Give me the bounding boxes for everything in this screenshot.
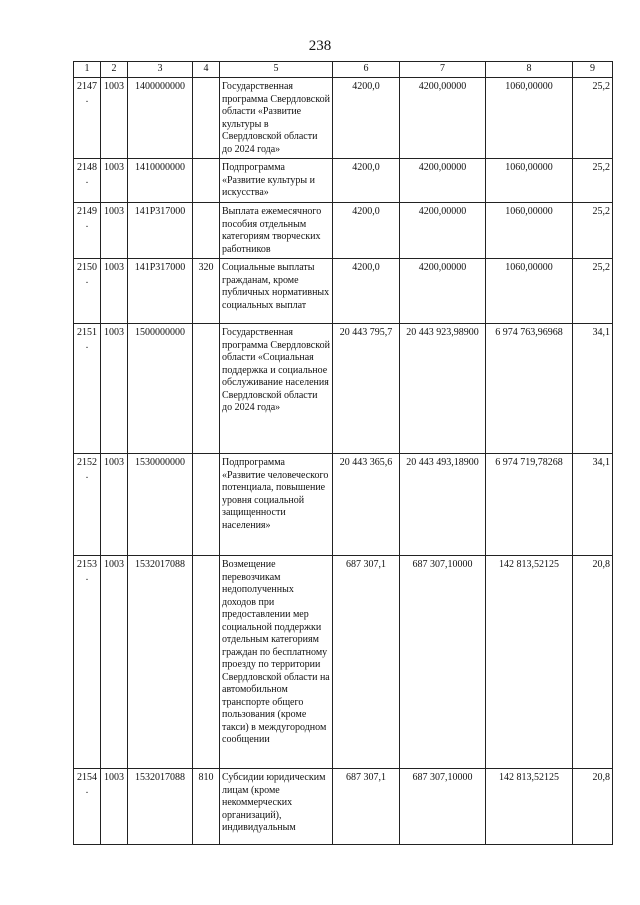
amount-col8: 6 974 719,78268 xyxy=(486,454,573,556)
section-code: 1003 xyxy=(101,769,128,845)
percent: 25,2 xyxy=(573,203,613,259)
target-code: 141Р317000 xyxy=(128,259,193,324)
table-row xyxy=(74,203,613,259)
amount-col8: 1060,00000 xyxy=(486,78,573,159)
expense-code xyxy=(193,203,220,259)
row-number: 2154. xyxy=(74,769,101,845)
column-header: 6 xyxy=(333,62,400,78)
table-row xyxy=(74,324,613,454)
target-code: 1410000000 xyxy=(128,159,193,203)
expense-code: 810 xyxy=(193,769,220,845)
table-row xyxy=(74,556,613,769)
target-code: 1532017088 xyxy=(128,769,193,845)
column-header: 1 xyxy=(74,62,101,78)
percent: 25,2 xyxy=(573,159,613,203)
expense-code xyxy=(193,78,220,159)
amount-col8: 1060,00000 xyxy=(486,203,573,259)
column-header: 8 xyxy=(486,62,573,78)
column-header: 5 xyxy=(220,62,333,78)
amount-col6: 687 307,1 xyxy=(333,556,400,769)
amount-col7: 4200,00000 xyxy=(400,159,486,203)
amount-col6: 4200,0 xyxy=(333,78,400,159)
item-name: Выплата ежемесячного пособия отдельным категориям творческих работников xyxy=(220,203,333,259)
target-code: 141Р317000 xyxy=(128,203,193,259)
percent: 34,1 xyxy=(573,324,613,454)
section-code: 1003 xyxy=(101,78,128,159)
section-code: 1003 xyxy=(101,454,128,556)
target-code: 1532017088 xyxy=(128,556,193,769)
section-code: 1003 xyxy=(101,203,128,259)
amount-col7: 4200,00000 xyxy=(400,259,486,324)
table-row xyxy=(74,78,613,159)
row-number: 2147. xyxy=(74,78,101,159)
page-number: 238 xyxy=(308,38,332,54)
amount-col6: 4200,0 xyxy=(333,203,400,259)
amount-col7: 687 307,10000 xyxy=(400,769,486,845)
table-row xyxy=(74,769,613,845)
item-name: Государственная программа Свердловской области «Социальная поддержка и социальное обслуживание населения Свердловской области до 2024 года» xyxy=(220,324,333,454)
target-code: 1400000000 xyxy=(128,78,193,159)
column-header: 2 xyxy=(101,62,128,78)
item-name: Подпрограмма «Развитие человеческого потенциала, повышение уровня социальной защищенности населения» xyxy=(220,454,333,556)
item-name: Субсидии юридическим лицам (кроме некоммерческих организаций), индивидуальным xyxy=(220,769,333,845)
percent: 34,1 xyxy=(573,454,613,556)
amount-col8: 142 813,52125 xyxy=(486,556,573,769)
item-name: Подпрограмма «Развитие культуры и искусства» xyxy=(220,159,333,203)
table-row xyxy=(74,159,613,203)
amount-col8: 6 974 763,96968 xyxy=(486,324,573,454)
section-code: 1003 xyxy=(101,159,128,203)
section-code: 1003 xyxy=(101,259,128,324)
amount-col7: 4200,00000 xyxy=(400,203,486,259)
amount-col6: 4200,0 xyxy=(333,159,400,203)
budget-table xyxy=(73,61,613,845)
header-row xyxy=(74,62,613,78)
column-header: 4 xyxy=(193,62,220,78)
item-name: Социальные выплаты гражданам, кроме публичных нормативных социальных выплат xyxy=(220,259,333,324)
amount-col7: 20 443 493,18900 xyxy=(400,454,486,556)
row-number: 2149. xyxy=(74,203,101,259)
item-name: Государственная программа Свердловской области «Развитие культуры в Свердловской области до 2024 года» xyxy=(220,78,333,159)
column-header: 9 xyxy=(573,62,613,78)
expense-code: 320 xyxy=(193,259,220,324)
amount-col6: 20 443 365,6 xyxy=(333,454,400,556)
row-number: 2150. xyxy=(74,259,101,324)
amount-col7: 20 443 923,98900 xyxy=(400,324,486,454)
row-number: 2148. xyxy=(74,159,101,203)
amount-col6: 20 443 795,7 xyxy=(333,324,400,454)
expense-code xyxy=(193,556,220,769)
amount-col7: 687 307,10000 xyxy=(400,556,486,769)
amount-col8: 142 813,52125 xyxy=(486,769,573,845)
column-header: 3 xyxy=(128,62,193,78)
row-number: 2153. xyxy=(74,556,101,769)
amount-col8: 1060,00000 xyxy=(486,159,573,203)
row-number: 2151. xyxy=(74,324,101,454)
expense-code xyxy=(193,324,220,454)
section-code: 1003 xyxy=(101,556,128,769)
amount-col8: 1060,00000 xyxy=(486,259,573,324)
column-header: 7 xyxy=(400,62,486,78)
expense-code xyxy=(193,159,220,203)
target-code: 1500000000 xyxy=(128,324,193,454)
expense-code xyxy=(193,454,220,556)
section-code: 1003 xyxy=(101,324,128,454)
table-row xyxy=(74,259,613,324)
row-number: 2152. xyxy=(74,454,101,556)
percent: 20,8 xyxy=(573,556,613,769)
percent: 25,2 xyxy=(573,78,613,159)
amount-col6: 687 307,1 xyxy=(333,769,400,845)
item-name: Возмещение перевозчикам недополученных доходов при предоставлении мер социальной поддержки отдельным категориям граждан по бесплатному проезду по территории Свердловской области на автомобильном транспорте общего пользования (кроме такси) в междугородном сообщении xyxy=(220,556,333,769)
target-code: 1530000000 xyxy=(128,454,193,556)
percent: 20,8 xyxy=(573,769,613,845)
amount-col6: 4200,0 xyxy=(333,259,400,324)
table-row xyxy=(74,454,613,556)
percent: 25,2 xyxy=(573,259,613,324)
amount-col7: 4200,00000 xyxy=(400,78,486,159)
